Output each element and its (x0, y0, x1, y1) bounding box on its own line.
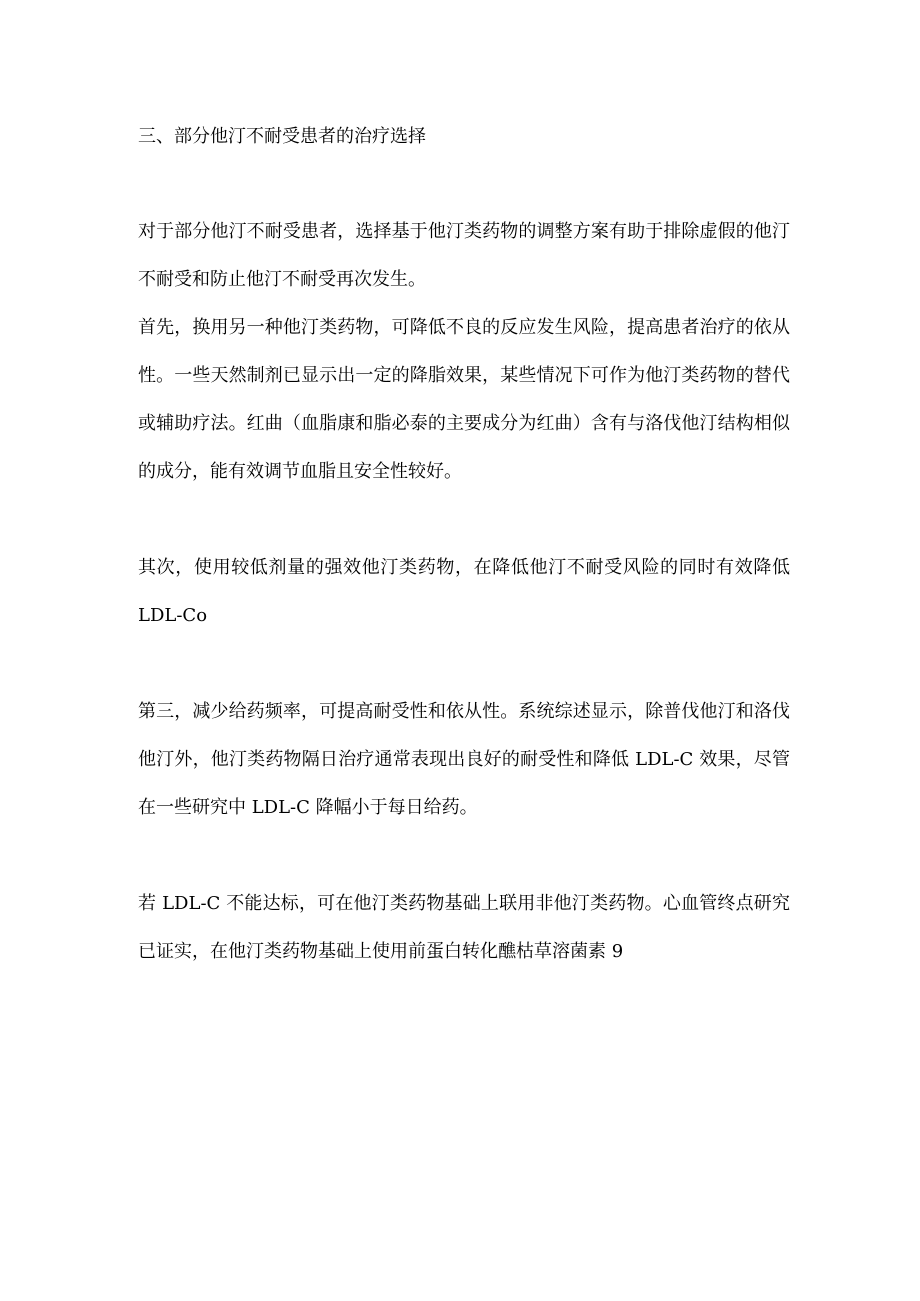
paragraph-third: 第三，减少给药频率，可提高耐受性和依从性。系统综述显示，除普伐他汀和洛伐他汀外，他汀类药物隔日治疗通常表现出良好的耐受性和降低 LDL-C 效果，尽管在一些研究中 LDL-C 降幅小于每日给药。 (138, 701, 790, 818)
paragraph-intro: 对于部分他汀不耐受患者，选择基于他汀类药物的调整方案有助于排除虚假的他汀不耐受和防止他汀不耐受再次发生。 (138, 221, 790, 290)
paragraph-second: 其次，使用较低剂量的强效他汀类药物，在降低他汀不耐受风险的同时有效降低LDL-Co (138, 557, 790, 626)
paragraph-first: 首先，换用另一种他汀类药物，可降低不良的反应发生风险，提高患者治疗的依从性。一些天然制剂已显示出一定的降脂效果，某些情况下可作为他汀类药物的替代或辅助疗法。红曲（血脂康和脂必泰的主要成分为红曲）含有与洛伐他汀结构相似的成分，能有效调节血脂且安全性较好。 (138, 317, 790, 482)
paragraph-combination: 若 LDL-C 不能达标，可在他汀类药物基础上联用非他汀类药物。心血管终点研究已证实，在他汀类药物基础上使用前蛋白转化醮枯草溶菌素 9 (138, 893, 790, 962)
section-heading: 三、部分他汀不耐受患者的治疗选择 (138, 126, 426, 147)
